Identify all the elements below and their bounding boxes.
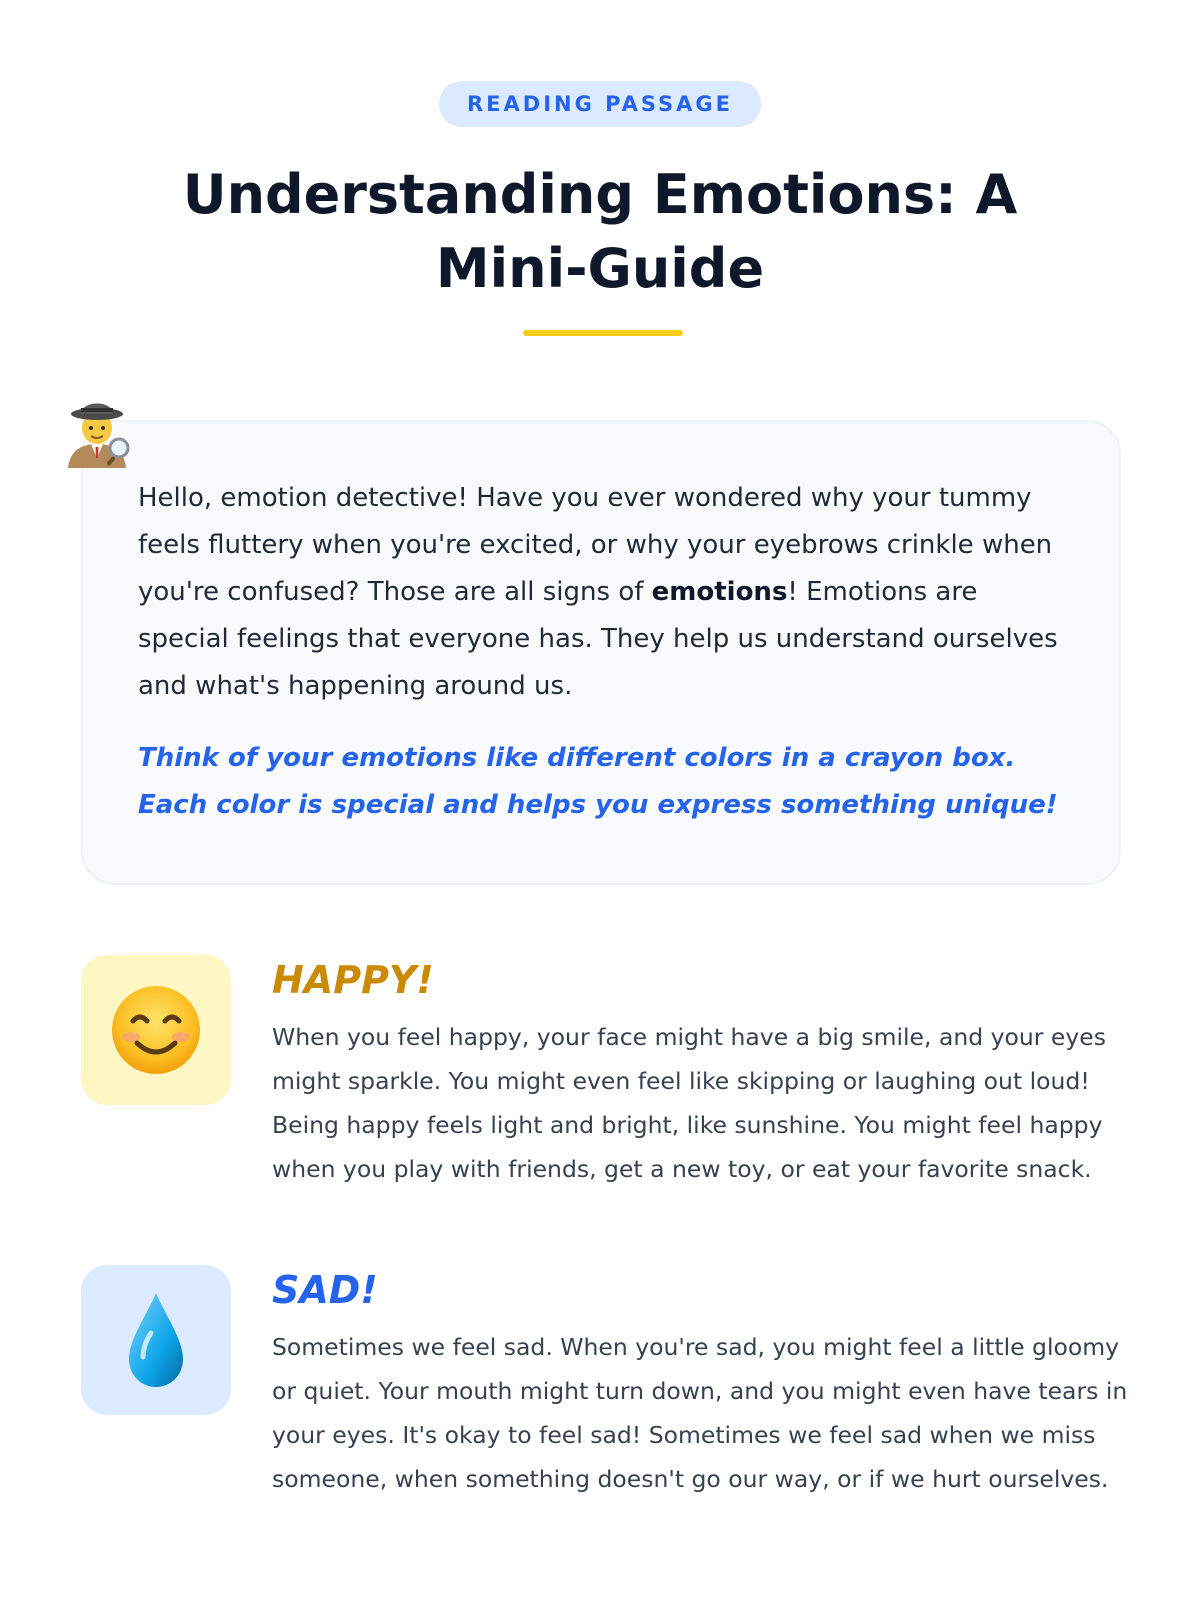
emotion-body-happy: When you feel happy, your face might have a big smile, and your eyes might sparkle. You might even feel like skipping or laughing out loud! Being happy feels light and bright, like sunshine. You might feel happy when you play with friends, get a new toy, or eat your favorite snack. [272,1023,1106,1183]
badge-container [0,81,1200,127]
emotions-keyword: emotions [651,577,788,607]
emotion-icon-tile [81,955,231,1105]
intro-text-end: ! Emotions are special feelings that everyone has. They help us understand ourselves and what's happening around us. [138,577,1058,701]
emotion-heading-happy: HAPPY! [272,958,434,1002]
intro-quote: Think of your emotions like different colors in a crayon box. Each color is special and helps you express something unique! [138,743,1058,820]
intro-paragraph [138,475,1058,710]
smiling-face-icon [81,955,231,1105]
emotion-body-sad: Sometimes we feel sad. When you're sad, you might feel a little gloomy or quiet. Your mouth might turn down, and you might even have tears in your eyes. It's okay to feel sad! Sometimes we feel sad when we miss someone, when something doesn't go our way, or if we hurt ourselves. [272,1333,1128,1493]
detective-icon [62,392,132,468]
reading-passage-badge: READING PASSAGE [439,81,761,127]
page-title: Understanding Emotions: A Mini-Guide [182,163,1018,300]
emotion-heading-sad: SAD! [272,1268,378,1312]
title-underline [523,330,683,336]
droplet-icon [81,1265,231,1415]
emotion-icon-tile [81,1265,231,1415]
intro-text-start: Hello, emotion detective! Have you ever wondered why your tummy feels fluttery when you're excited, or why your eyebrows crinkle when you're confused? Those are all signs of [138,483,1053,607]
